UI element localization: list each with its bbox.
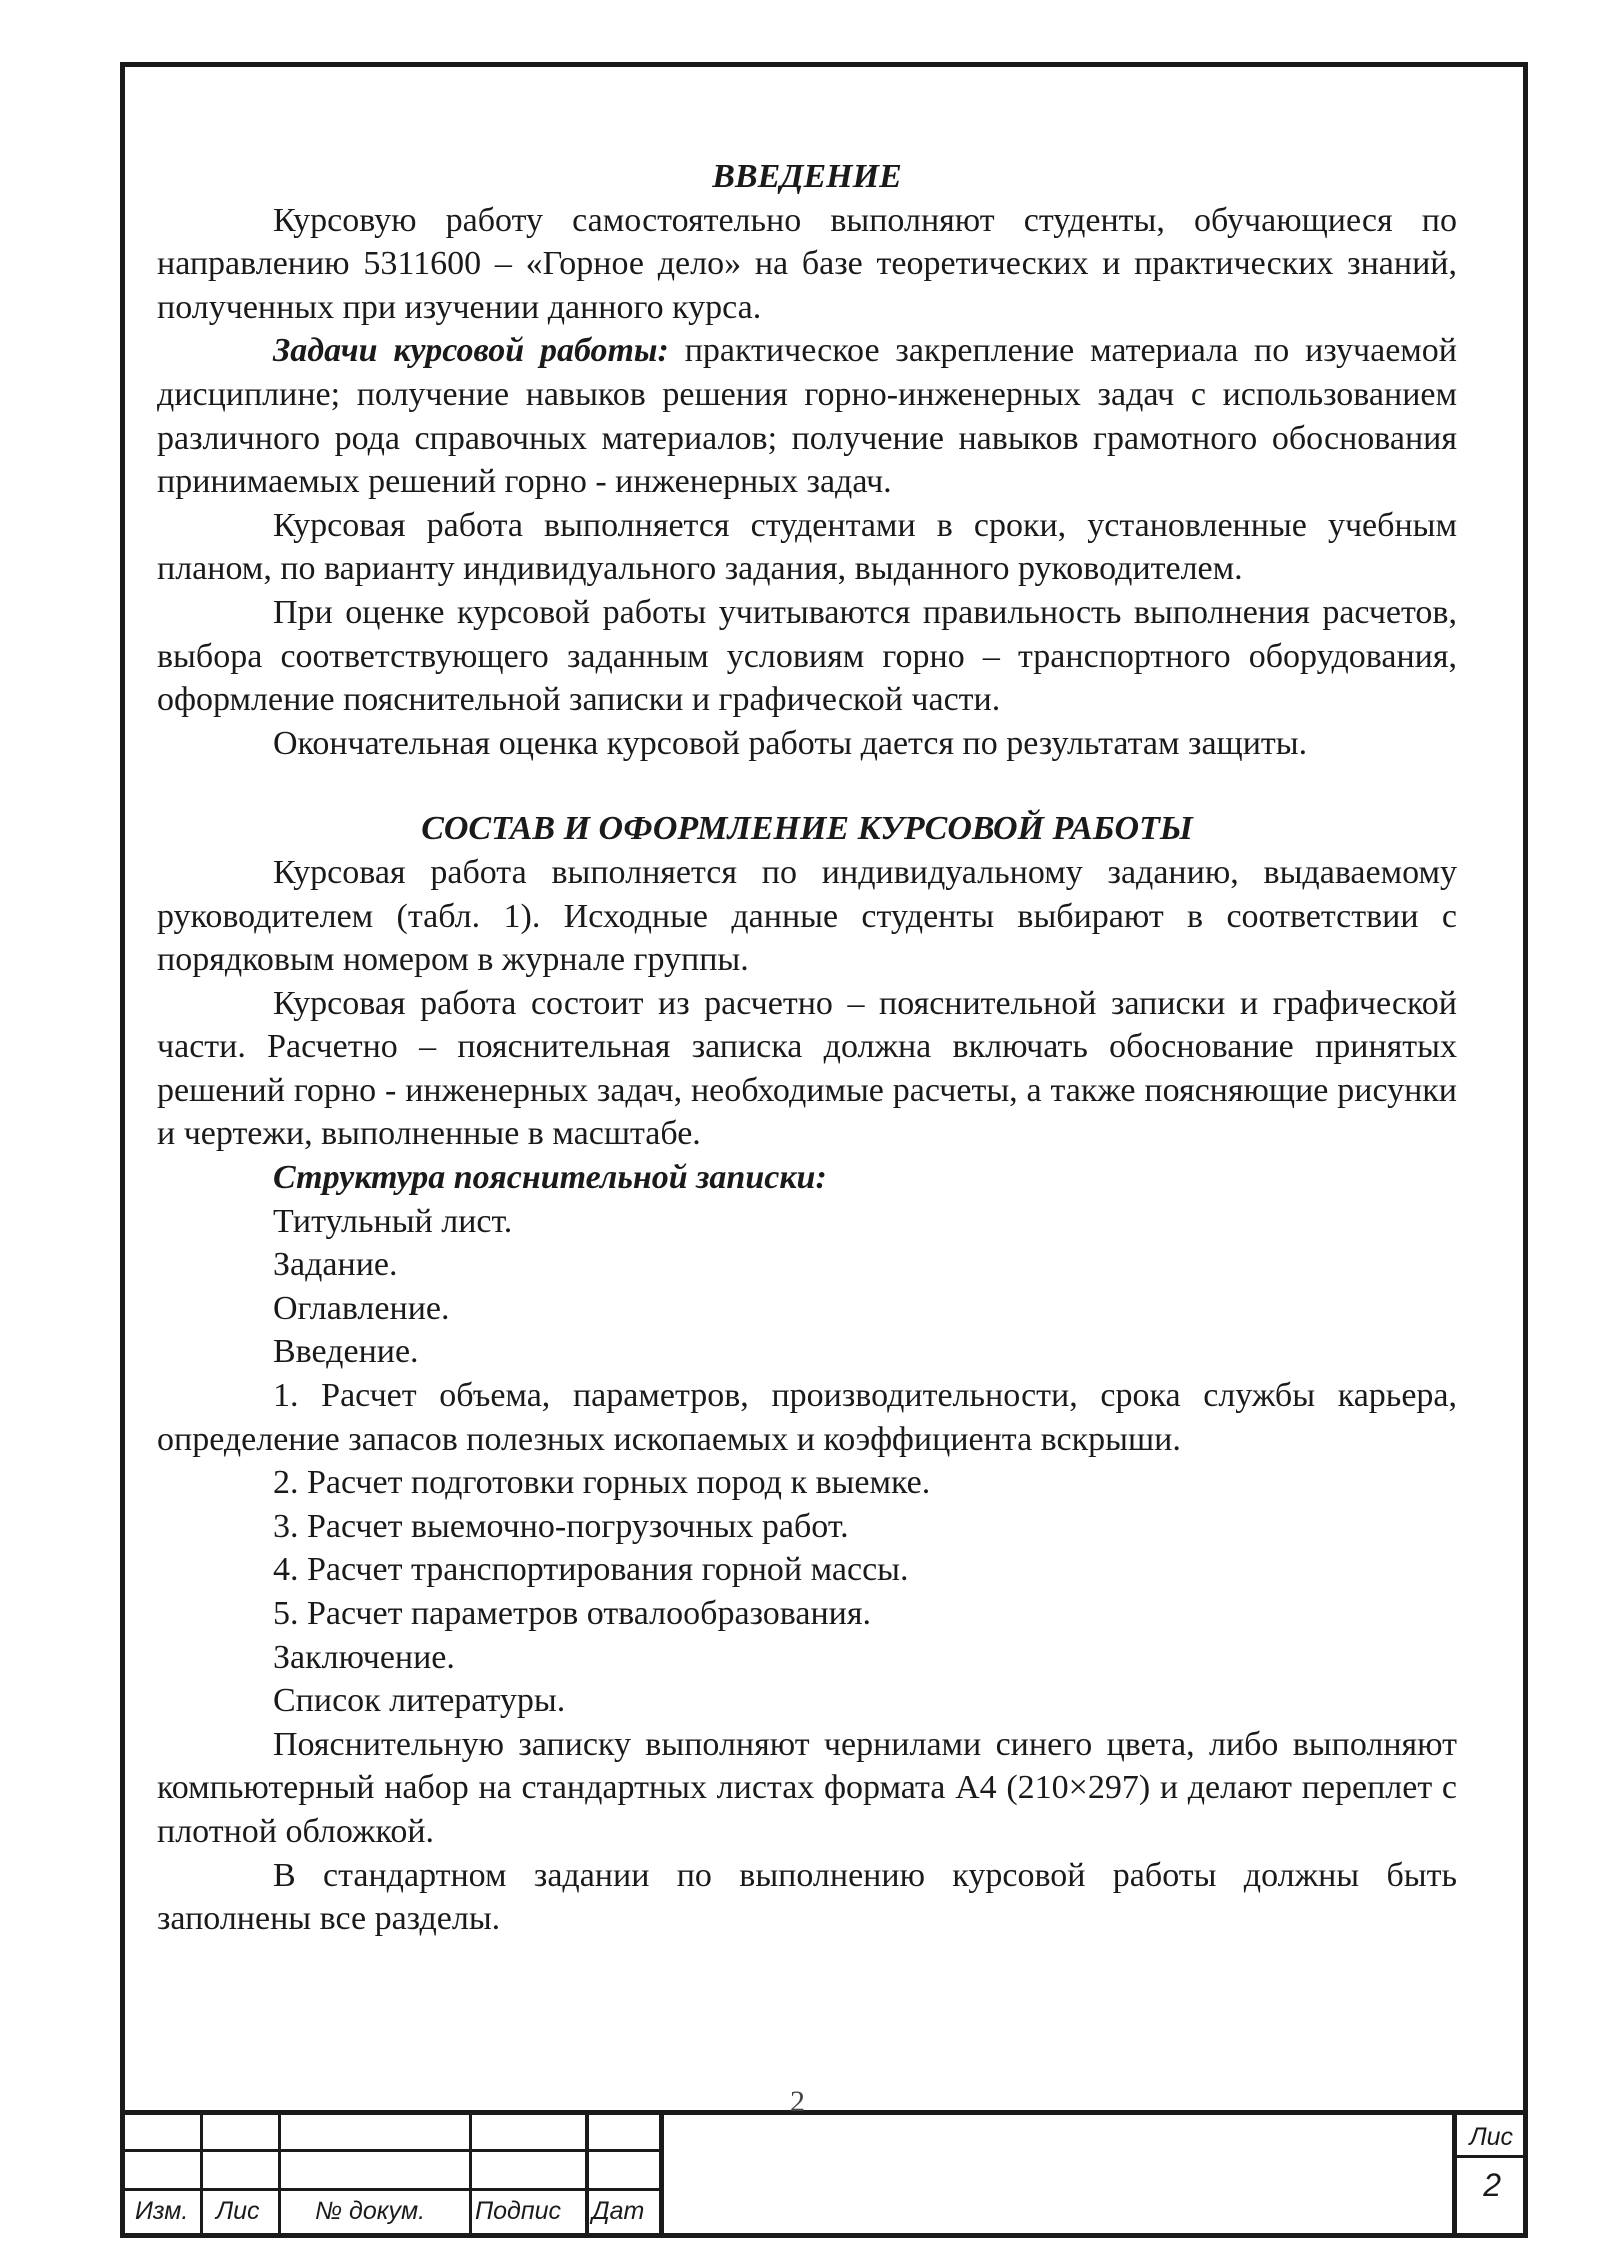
stamp-divider (469, 2115, 472, 2233)
structure-item: Заключение. (273, 1638, 455, 1676)
stamp-divider (585, 2115, 589, 2233)
stamp-col-lis: Лис (216, 2197, 260, 2225)
intro-paragraph-1: Курсовую работу самостоятельно выполняют студенты, обучающиеся по направлению 5311600 – «Горное дело» на базе теоретических и практических знаний, полученных при изучении данного курса. (157, 201, 1457, 326)
composition-paragraph-1: Курсовая работа выполняется по индивидуальному заданию, выдаваемому руководителем (табл. 1). Исходные данные студенты выбирают в соответствии с порядковым номером в журнале группы. (157, 853, 1457, 979)
structure-item: Задание. (273, 1246, 398, 1284)
stamp-divider (278, 2115, 281, 2233)
stamp-row-line (1453, 2155, 1523, 2158)
structure-item: Титульный лист. (273, 1202, 513, 1240)
composition-paragraph-4: В стандартном задании по выполнению курсовой работы должны быть заполнены все разделы. (157, 1856, 1457, 1938)
composition-paragraph-3: Пояснительную записку выполняют чернилами синего цвета, либо выполняют компьютерный набор на стандартных листах формата А4 (210×297) и делают переплет с плотной обложкой. (157, 1725, 1457, 1850)
stamp-row-line (125, 2188, 662, 2191)
stamp-divider (200, 2115, 203, 2233)
document-sheet (120, 62, 1528, 2238)
stamp-col-izm: Изм. (135, 2197, 189, 2225)
structure-item: Список литературы. (273, 1682, 566, 1720)
structure-item: 3. Расчет выемочно-погрузочных работ. (273, 1507, 849, 1545)
sheet-number: 2 (1483, 2167, 1501, 2203)
tasks-label: Задачи курсовой работы: (273, 332, 669, 370)
document-body (157, 155, 1457, 1941)
stamp-divider (659, 2115, 664, 2233)
composition-paragraph-2: Курсовая работа состоит из расчетно – пояснительной записки и графической части. Расчетно – пояснительная записка должна включать обоснование принятых решений горно - инженерных задач, необходимые расчеты, а также поясняющие рисунки и чертежи, выполненные в масштабе. (157, 984, 1457, 1153)
page-number: 2 (790, 2085, 805, 2118)
structure-item: 1. Расчет объема, параметров, производительности, срока службы карьера, определение запасов полезных ископаемых и коэффициента вскрыши. (157, 1377, 1457, 1458)
composition-heading: СОСТАВ И ОФОРМЛЕНИЕ КУРСОВОЙ РАБОТЫ (421, 810, 1193, 848)
intro-paragraph-3: Курсовая работа выполняется студентами в сроки, установленные учебным планом, по варианту индивидуального задания, выданного руководителем. (157, 506, 1457, 588)
intro-heading: ВВЕДЕНИЕ (712, 158, 902, 195)
stamp-divider (1452, 2115, 1457, 2233)
stamp-row-line (125, 2149, 662, 2152)
structure-item: Оглавление. (273, 1289, 450, 1327)
structure-item: 5. Расчет параметров отвалообразования. (273, 1595, 871, 1632)
sheet-label: Лис (1469, 2123, 1513, 2151)
structure-item: 4. Расчет транспортирования горной массы. (273, 1551, 909, 1589)
structure-item: Введение. (273, 1333, 419, 1371)
stamp-col-doc: № докум. (315, 2197, 426, 2225)
tasks-text: практическое закрепление материала по изучаемой дисциплине; получение навыков решения горно-инженерных задач с использованием различного рода справочных материалов; получение навыков грамотного обоснования принимаемых решений горно - инженерных задач. (157, 332, 1458, 501)
intro-paragraph-5: Окончательная оценка курсовой работы дается по результатам защиты. (273, 724, 1308, 762)
stamp-col-sign: Подпис (475, 2197, 561, 2225)
title-block (125, 2085, 1523, 2233)
intro-paragraph-2 (157, 329, 1457, 503)
stamp-col-date: Дат (592, 2197, 645, 2225)
intro-paragraph-4: При оценке курсовой работы учитываются правильность выполнения расчетов, выбора соответствующего заданным условиям горно – транспортного оборудования, оформление пояснительной записки и графической части. (157, 593, 1457, 719)
structure-title: Структура пояснительной записки: (273, 1159, 827, 1197)
structure-item: 2. Расчет подготовки горных пород к выемке. (273, 1464, 931, 1502)
